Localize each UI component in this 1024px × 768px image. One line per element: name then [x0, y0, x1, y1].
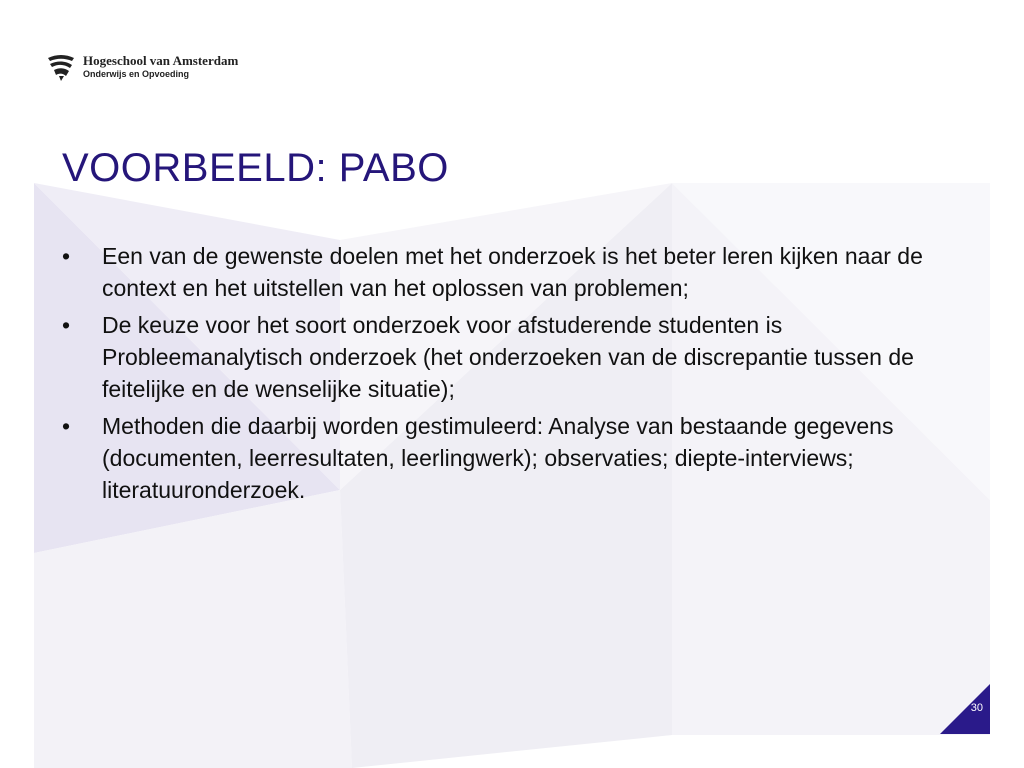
bullet-icon: •: [62, 243, 71, 269]
bullet-icon: •: [62, 312, 71, 338]
bullet-icon: •: [62, 413, 71, 439]
list-item: [62, 240, 962, 304]
slide-title: VOORBEELD: PABO: [62, 146, 449, 190]
bullet-text: Een van de gewenste doelen met het onderzoek is het beter leren kijken naar de context en het uitstellen van het oplossen van problemen;: [102, 243, 923, 301]
logo: [46, 50, 286, 86]
list-item: [62, 410, 962, 506]
logo-subtitle: Onderwijs en Opvoeding: [83, 69, 190, 79]
bullet-text: De keuze voor het soort onderzoek voor afstuderende studenten is Probleemanalytisch onderzoek (het onderzoeken van de discrepantie tussen de feitelijke en de wenselijke situatie);: [102, 312, 914, 402]
page-number-badge: [940, 684, 991, 734]
logo-name: Hogeschool van Amsterdam: [83, 53, 239, 68]
page-number: 30: [970, 702, 983, 714]
bullet-list: [62, 240, 962, 511]
hva-flame-logo-icon: [46, 52, 76, 82]
list-item: [62, 309, 962, 405]
bullet-text: Methoden die daarbij worden gestimuleerd: Analyse van bestaande gegevens (documenten, leerresultaten, leerlingwerk); observaties; diepte-interviews; literatuuronderzoek.: [102, 413, 894, 503]
